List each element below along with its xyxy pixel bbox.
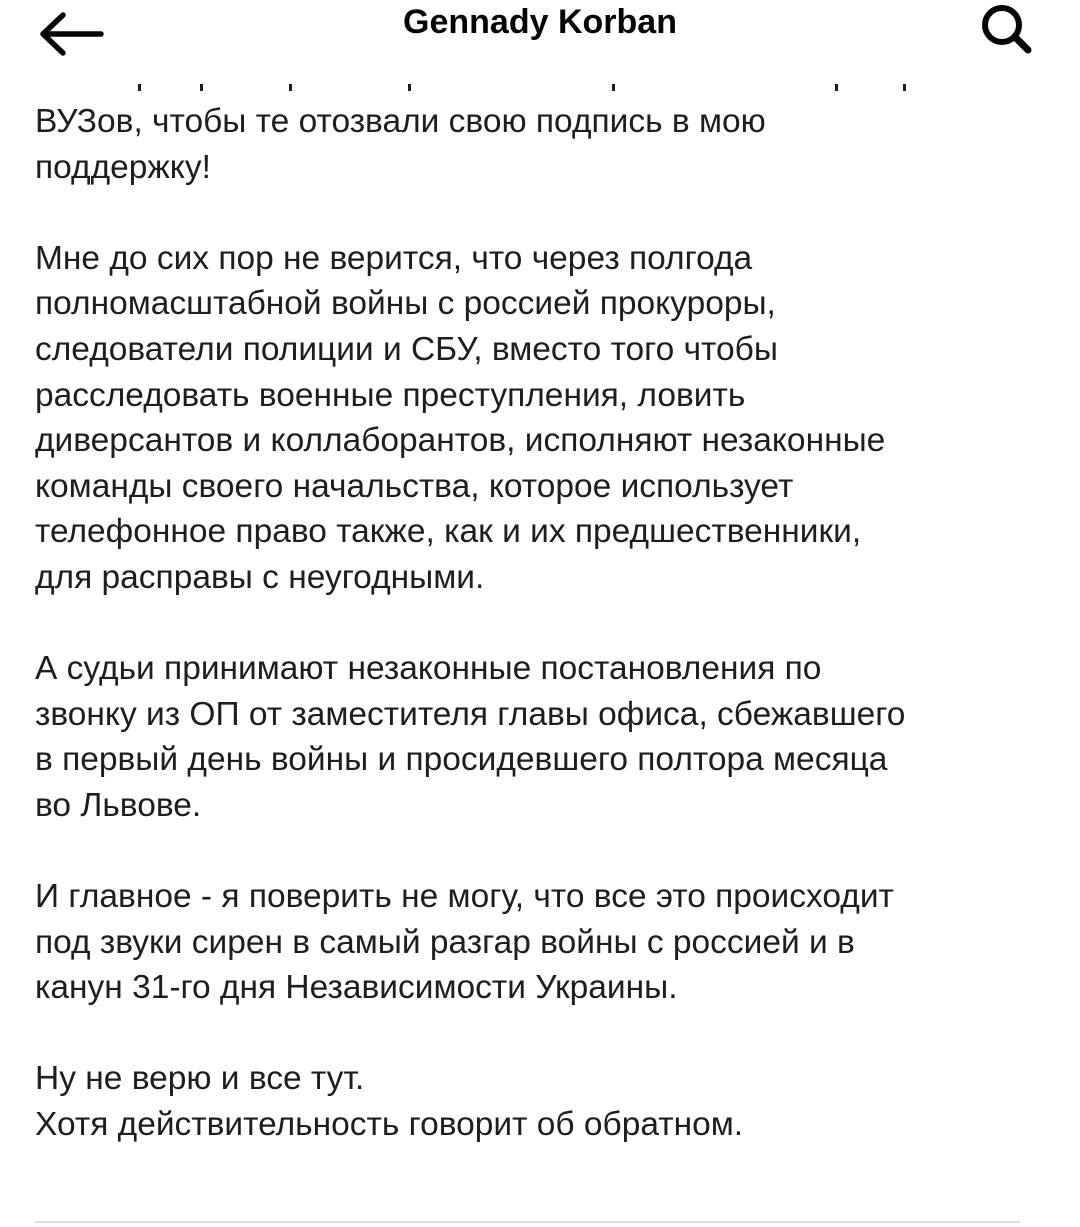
post-line: диверсантов и коллаборантов, исполняют незаконные: [35, 422, 886, 460]
post-line: звонку из ОП от заместителя главы офиса, сбежавшего: [35, 695, 906, 733]
post-line: ВУЗов, чтобы те отозвали свою подпись в мою: [35, 103, 766, 140]
post-paragraph: [35, 99, 1045, 190]
post-line: телефонное право также, как и их предшественники,: [35, 513, 862, 551]
divider: [35, 1221, 1020, 1223]
post-line: для расправы с неугодными.: [35, 558, 485, 596]
post-line: А судьи принимают незаконные постановления по: [35, 650, 822, 688]
post-line: под звуки сирен в самый разгар войны с россией и в: [35, 923, 855, 961]
page-title: Gennady Korban: [403, 3, 677, 41]
search-button[interactable]: [968, 2, 1044, 58]
post-paragraph: [35, 874, 1045, 1011]
search-icon: [976, 4, 1036, 56]
post-line: расследовать военные преступления, ловить: [35, 376, 746, 414]
post-line: Хотя действительность говорит об обратном.: [35, 1106, 744, 1144]
post-line: во Львове.: [35, 786, 202, 824]
post-line: Ну не верю и все тут.: [35, 1060, 365, 1098]
post-line: канун 31-го дня Независимости Украины.: [35, 969, 678, 1007]
post-line: в первый день войны и просидевшего полтора месяца: [35, 741, 888, 779]
post-paragraph: [35, 646, 1045, 828]
post-line: Мне до сих пор не верится, что через полгода: [35, 239, 753, 277]
post-line: команды своего начальства, которое использует: [35, 467, 794, 505]
post-line: полномасштабной войны с россией прокуроры,: [35, 285, 776, 323]
post-line: поддержку!: [35, 148, 211, 186]
post-line: И главное - я поверить не могу, что все это происходит: [35, 878, 894, 916]
post-body: [35, 99, 1045, 1148]
top-bar: [0, 0, 1080, 80]
cut-off-text-line: [0, 78, 1080, 94]
post-line: следователи полиции и СБУ, вместо того чтобы: [35, 330, 778, 368]
post-paragraph: [35, 1056, 1045, 1147]
post-paragraph: [35, 236, 1045, 601]
